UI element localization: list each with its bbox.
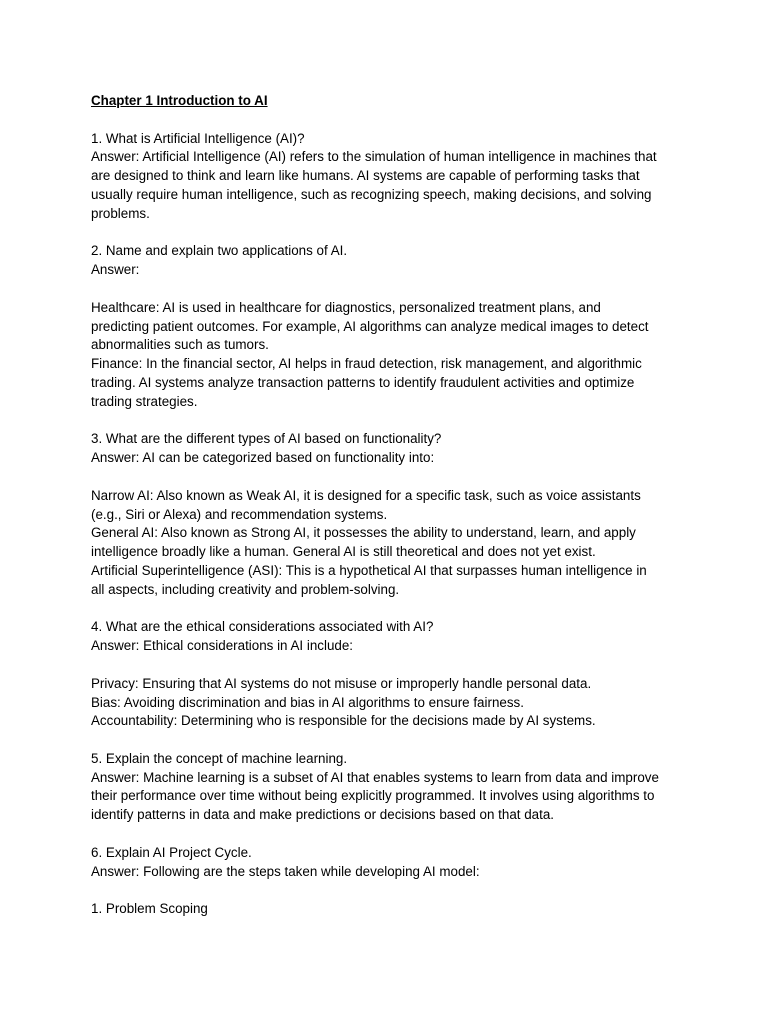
blank-line	[91, 600, 691, 619]
text-line: 5. Explain the concept of machine learning.	[91, 750, 348, 766]
text-line: General AI: Also known as Strong AI, it possesses the ability to understand, learn, and apply	[91, 525, 636, 541]
text-line: Answer: Artificial Intelligence (AI) refers to the simulation of human intelligence in machines that	[91, 149, 657, 165]
question-5	[91, 750, 691, 825]
blank-line	[91, 280, 691, 299]
question-1	[91, 130, 691, 224]
blank-line	[91, 412, 691, 431]
text-line: problems.	[91, 205, 150, 221]
question-4	[91, 618, 691, 656]
blank-line	[91, 656, 691, 675]
question-6	[91, 844, 691, 882]
text-line: usually require human intelligence, such as recognizing speech, making decisions, and solving	[91, 186, 652, 202]
answer-2-details	[91, 299, 691, 412]
text-line: Answer: Machine learning is a subset of AI that enables systems to learn from data and improve	[91, 769, 659, 785]
text-line: identify patterns in data and make predictions or decisions based on that data.	[91, 807, 555, 823]
document-blocks	[91, 130, 691, 919]
text-line: Artificial Superintelligence (ASI): This is a hypothetical AI that surpasses human intelligence in	[91, 562, 647, 578]
text-line: are designed to think and learn like humans. AI systems are capable of performing tasks that	[91, 168, 640, 184]
blank-line	[91, 825, 691, 844]
text-line: Finance: In the financial sector, AI helps in fraud detection, risk management, and algorithmic	[91, 356, 642, 372]
text-line: Answer: Ethical considerations in AI include:	[91, 638, 353, 654]
text-line: Answer: AI can be categorized based on functionality into:	[91, 450, 435, 466]
question-2	[91, 242, 691, 280]
blank-line	[91, 731, 691, 750]
text-line: 3. What are the different types of AI based on functionality?	[91, 431, 442, 447]
text-line: intelligence broadly like a human. General AI is still theoretical and does not yet exist.	[91, 544, 596, 560]
text-line: Privacy: Ensuring that AI systems do not misuse or improperly handle personal data.	[91, 675, 592, 691]
text-line: Answer:	[91, 262, 140, 278]
document-content	[91, 92, 691, 919]
text-line: abnormalities such as tumors.	[91, 337, 269, 353]
text-line: Accountability: Determining who is responsible for the decisions made by AI systems.	[91, 713, 596, 729]
answer-4-details	[91, 675, 691, 731]
text-line: trading. AI systems analyze transaction patterns to identify fraudulent activities and optimize	[91, 374, 635, 390]
question-3	[91, 430, 691, 468]
text-line: 2. Name and explain two applications of AI.	[91, 243, 348, 259]
answer-6-steps	[91, 900, 691, 919]
text-line: trading strategies.	[91, 393, 198, 409]
text-line: 6. Explain AI Project Cycle.	[91, 844, 252, 860]
blank-line	[91, 224, 691, 243]
text-line: 4. What are the ethical considerations associated with AI?	[91, 619, 434, 635]
text-line: their performance over time without being explicitly programmed. It involves using algorithms to	[91, 788, 655, 804]
text-line: all aspects, including creativity and problem-solving.	[91, 581, 400, 597]
text-line: Answer: Following are the steps taken while developing AI model:	[91, 863, 480, 879]
text-line: Bias: Avoiding discrimination and bias in AI algorithms to ensure fairness.	[91, 694, 524, 710]
blank-line	[91, 881, 691, 900]
text-line: Healthcare: AI is used in healthcare for diagnostics, personalized treatment plans, and	[91, 299, 601, 315]
text-line: (e.g., Siri or Alexa) and recommendation systems.	[91, 506, 388, 522]
text-line: 1. Problem Scoping	[91, 901, 208, 917]
chapter-title: Chapter 1 Introduction to AI	[91, 93, 268, 108]
blank-line	[91, 468, 691, 487]
text-line: 1. What is Artificial Intelligence (AI)?	[91, 130, 305, 146]
answer-3-details	[91, 487, 691, 600]
blank-line	[91, 111, 691, 130]
text-line: Narrow AI: Also known as Weak AI, it is designed for a specific task, such as voice assistants	[91, 487, 641, 503]
text-line: predicting patient outcomes. For example, AI algorithms can analyze medical images to detect	[91, 318, 649, 334]
